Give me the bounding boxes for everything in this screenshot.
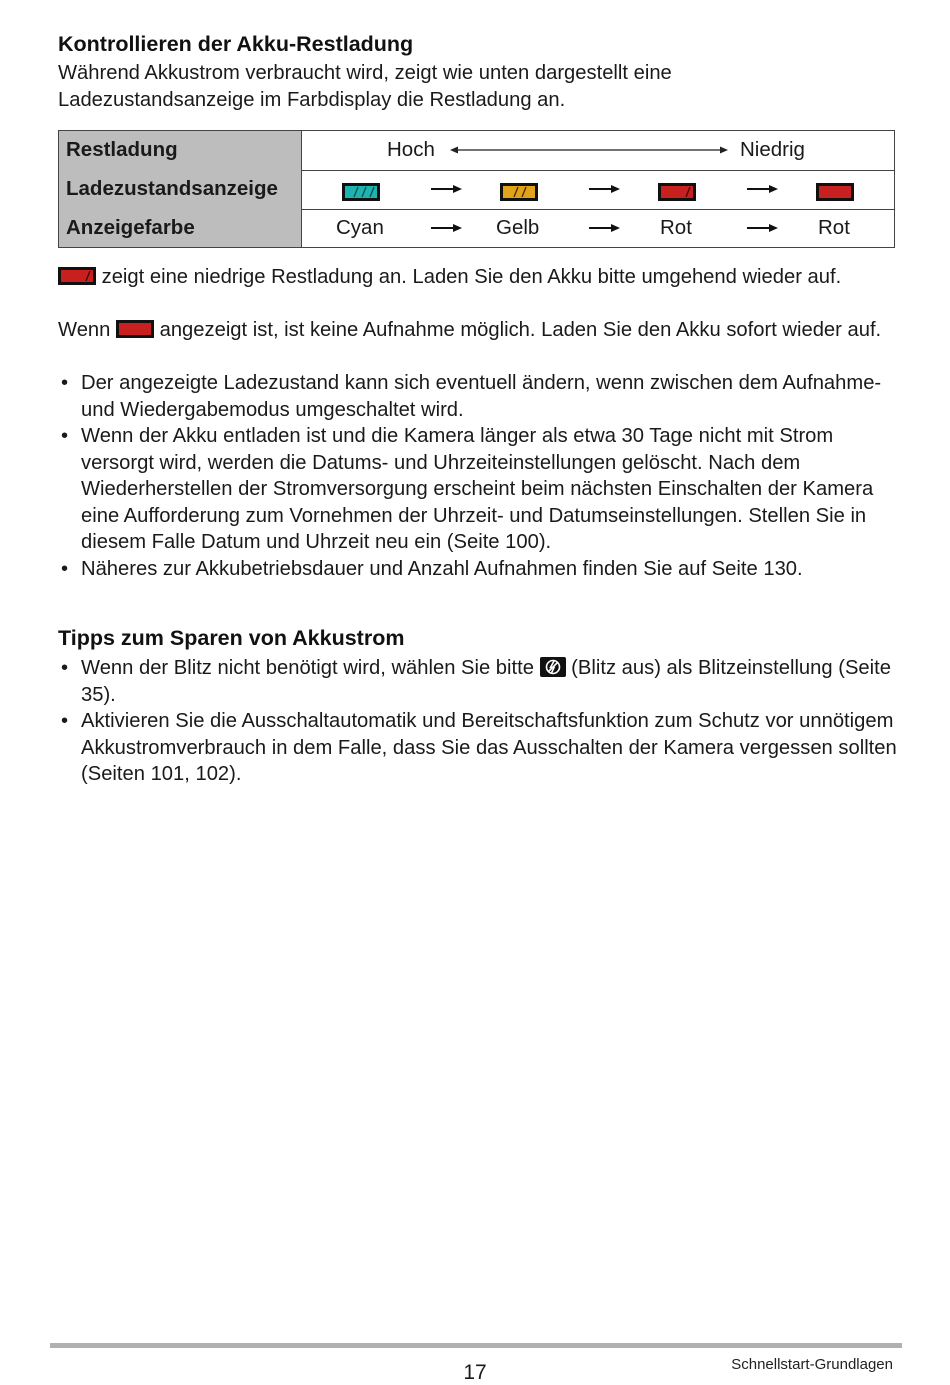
color-label-rot: Rot	[660, 216, 692, 239]
low-battery-note-text: zeigt eine niedrige Restladung an. Laden Sie den Akku bitte umgehend wieder auf.	[96, 266, 842, 288]
battery-level-table	[58, 130, 895, 248]
arrow-right-icon	[589, 209, 621, 247]
empty-note-prefix: Wenn	[58, 319, 116, 341]
battery-empty-icon	[116, 320, 154, 338]
battery-empty-icon	[816, 183, 854, 201]
page-number: 17	[463, 1361, 487, 1384]
low-battery-note	[58, 264, 898, 291]
row-header-ladezustandsanzeige: Ladezustandsanzeige	[59, 170, 302, 209]
arrow-right-icon	[747, 209, 779, 247]
empty-battery-note	[58, 317, 898, 344]
label-low: Niedrig	[740, 138, 805, 161]
arrow-right-icon	[589, 170, 621, 208]
power-saving-tips-list	[58, 655, 898, 788]
arrow-right-icon	[747, 170, 779, 208]
row-header-anzeigefarbe: Anzeigefarbe	[59, 209, 302, 247]
battery-full-icon	[342, 183, 380, 201]
flash-off-icon	[540, 657, 566, 677]
table-row-restladung	[59, 131, 894, 171]
flash-tip-prefix: Wenn der Blitz nicht benötigt wird, wählen Sie bitte	[81, 657, 540, 679]
arrow-right-icon	[431, 209, 463, 247]
battery-notes-list	[58, 370, 898, 582]
section-title-battery-check: Kontrollieren der Akku-Restladung	[58, 32, 414, 56]
list-item	[58, 655, 898, 708]
label-high: Hoch	[387, 138, 435, 161]
row-header-restladung: Restladung	[59, 131, 302, 170]
double-arrow-icon	[449, 143, 729, 157]
footer-divider	[50, 1343, 902, 1348]
battery-low-icon	[658, 183, 696, 201]
flash-tip-suffix: (Blitz aus) als Blitzeinstellung (Seite 35).	[81, 657, 891, 706]
list-item: • Aktivieren Sie die Ausschaltautomatik und Bereitschaftsfunktion zum Schutz vor unnötigem Akkustromverbrauch in dem Falle, dass Sie das Ausschalten der Kamera vergessen sollten (Seiten 101, 102).	[58, 708, 898, 788]
section-name: Schnellstart-Grundlagen	[731, 1356, 893, 1373]
color-label-cyan: Cyan	[336, 216, 384, 239]
battery-half-icon	[500, 183, 538, 201]
color-label-gelb: Gelb	[496, 216, 540, 239]
color-label-rot-2: Rot	[818, 216, 850, 239]
list-item: • Wenn der Akku entladen ist und die Kamera länger als etwa 30 Tage nicht mit Strom versorgt wird, werden die Datums- und Uhrzeiteinstellungen gelöscht. Nach dem Wiederherstellen der Stromversorgung erscheint beim nächsten Einschalten der Kamera eine Aufforderung zum Vornehmen der Uhrzeit- und Datumseinstellungen. Stellen Sie in diesem Falle Datum und Uhrzeit neu ein (Seite 100).	[58, 423, 898, 556]
intro-paragraph: Während Akkustrom verbraucht wird, zeigt wie unten dargestellt eine Ladezustandsanzeige im Farbdisplay die Restladung an.	[58, 62, 672, 111]
list-item: • Näheres zur Akkubetriebsdauer und Anzahl Aufnahmen finden Sie auf Seite 130.	[58, 556, 898, 583]
table-row-ladezustandsanzeige	[59, 170, 894, 210]
table-row-anzeigefarbe	[59, 209, 894, 247]
battery-low-icon	[58, 267, 96, 285]
list-item: • Der angezeigte Ladezustand kann sich eventuell ändern, wenn zwischen dem Aufnahme- und Wiedergabemodus umgeschaltet wird.	[58, 370, 898, 423]
empty-battery-note-text: angezeigt ist, ist keine Aufnahme möglich. Laden Sie den Akku sofort wieder auf.	[153, 319, 882, 341]
arrow-right-icon	[431, 170, 463, 208]
section-title-power-saving-tips: Tipps zum Sparen von Akkustrom	[58, 626, 405, 650]
